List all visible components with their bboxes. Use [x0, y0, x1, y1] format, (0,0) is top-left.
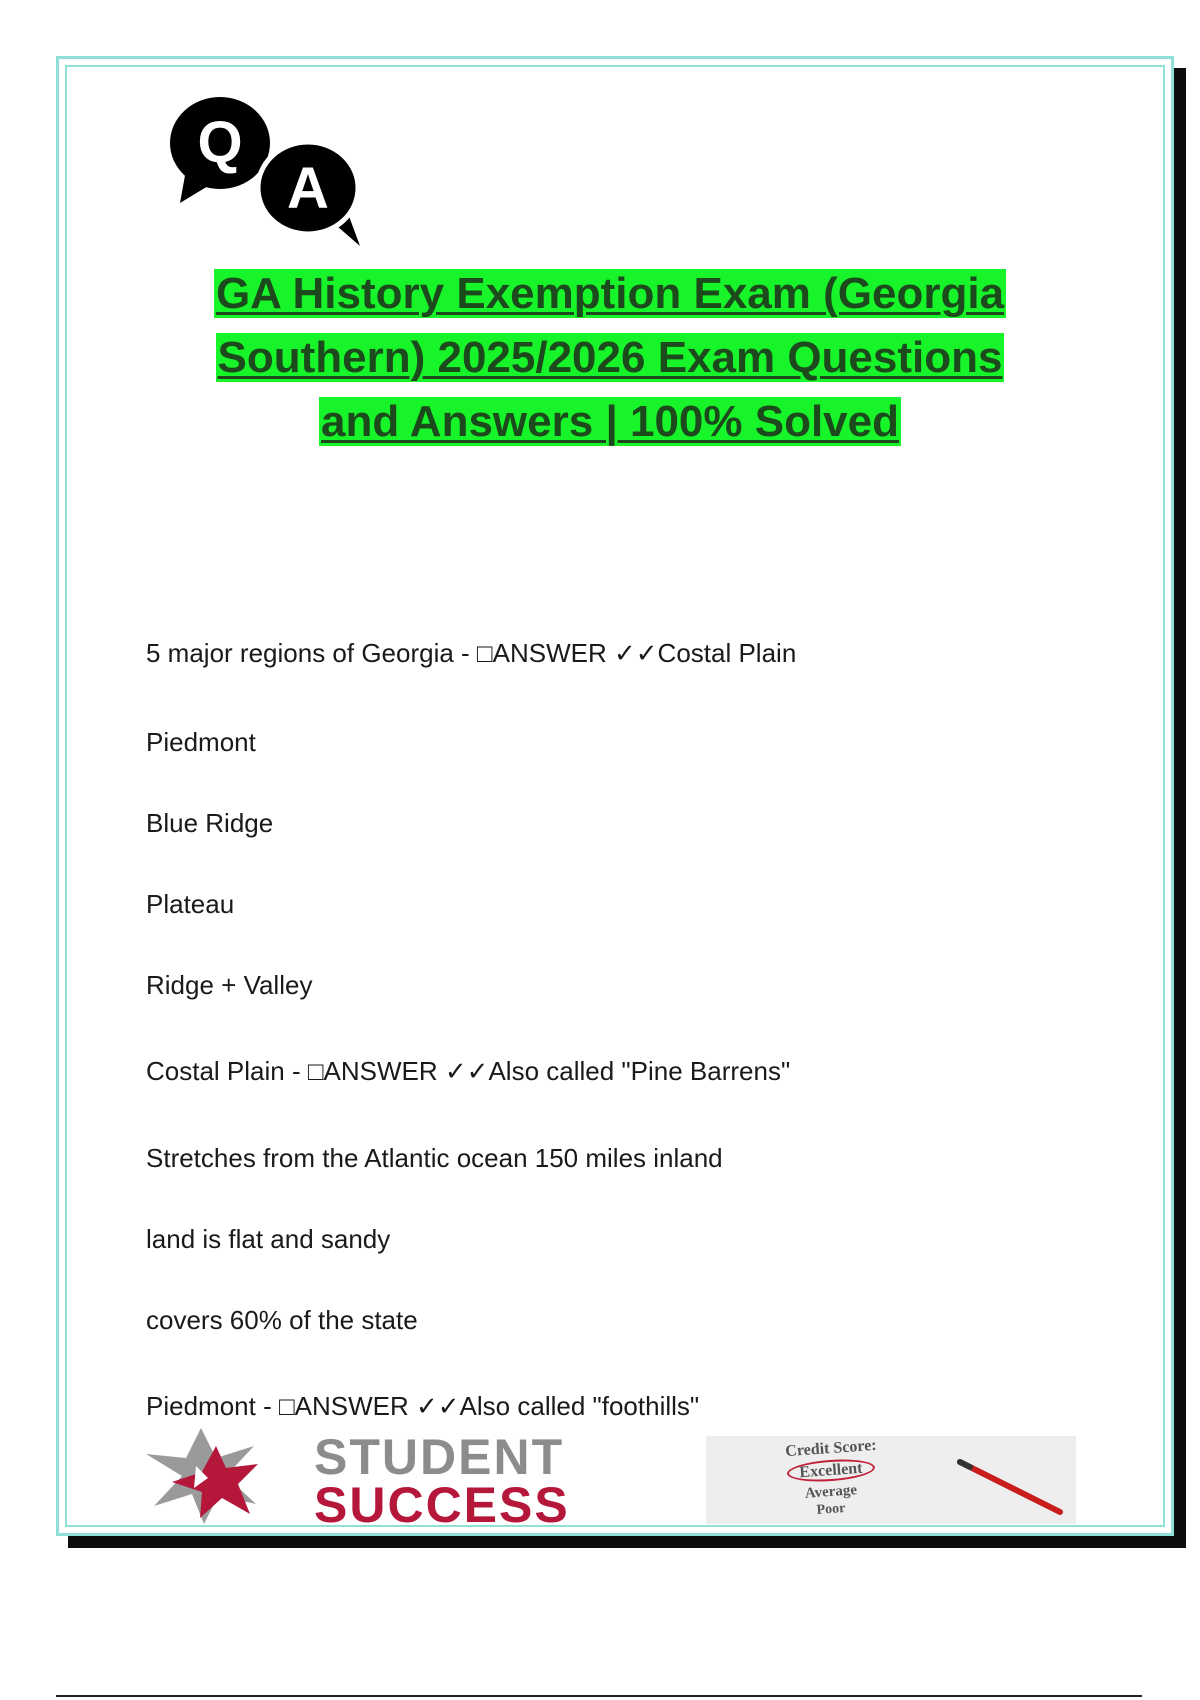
- a-letter: A: [287, 156, 329, 221]
- red-pencil-icon: [956, 1456, 1066, 1516]
- star-icon: [146, 1428, 258, 1524]
- title-line-3: and Answers | 100% Solved: [320, 397, 899, 446]
- credit-score-title: Credit Score:: [784, 1436, 878, 1461]
- a-bubble-icon: [258, 142, 360, 246]
- question-line: Piedmont - □ANSWER ✓✓Also called "foothills": [146, 1391, 700, 1421]
- brand-student-text: STUDENT: [314, 1429, 565, 1485]
- bottom-rule: [56, 1695, 1142, 1697]
- answer-line: Plateau: [146, 889, 235, 919]
- answer-line: Piedmont: [146, 727, 256, 757]
- credit-option-average: Average: [804, 1482, 858, 1502]
- q-bubble-icon: [170, 97, 270, 203]
- footer-banner: [146, 1426, 1076, 1526]
- q-letter: Q: [197, 110, 243, 175]
- answer-line: Stretches from the Atlantic ocean 150 miles inland: [146, 1143, 723, 1173]
- answer-line: land is flat and sandy: [146, 1224, 391, 1254]
- answer-line: Blue Ridge: [146, 808, 274, 838]
- brand-success-text: SUCCESS: [314, 1477, 570, 1526]
- student-success-logo: [146, 1426, 706, 1526]
- credit-score-image: [706, 1436, 1076, 1524]
- title-line-1: GA History Exemption Exam (Georgia: [215, 269, 1005, 318]
- question-line: 5 major regions of Georgia - □ANSWER ✓✓Costal Plain: [146, 638, 797, 668]
- qa-speech-bubble-logo: [168, 88, 388, 248]
- title-line-2: Southern) 2025/2026 Exam Questions: [217, 333, 1003, 382]
- answer-line: Ridge + Valley: [146, 970, 313, 1000]
- credit-option-poor: Poor: [816, 1501, 846, 1518]
- answer-line: covers 60% of the state: [146, 1305, 418, 1335]
- document-title: [150, 262, 1070, 454]
- question-line: Costal Plain - □ANSWER ✓✓Also called "Pine Barrens": [146, 1056, 791, 1086]
- credit-option-excellent: Excellent: [787, 1457, 875, 1484]
